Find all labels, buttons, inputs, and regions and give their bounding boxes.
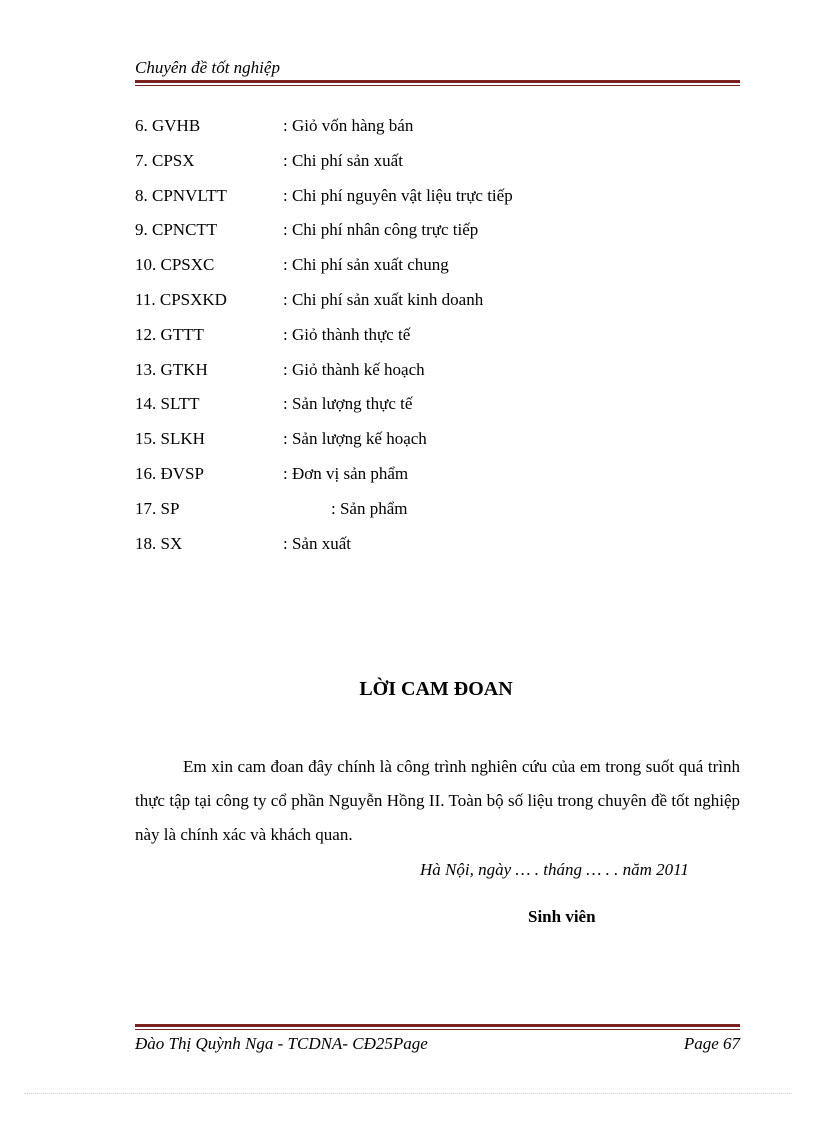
page-number: Page 67 — [683, 1034, 740, 1053]
footer-rule-thin — [135, 1029, 740, 1030]
list-item — [135, 323, 513, 358]
list-item — [135, 253, 513, 288]
abbreviation-description: : Sản lượng kế hoạch — [283, 429, 427, 449]
abbreviation-description: : Sản xuất — [283, 533, 351, 553]
place-date: Hà Nội, ngày … . tháng … . . năm 2011 — [420, 860, 689, 879]
list-item — [135, 358, 513, 393]
abbreviation-code: 14. SLTT — [135, 394, 200, 414]
abbreviation-code: 15. SLKH — [135, 429, 205, 449]
list-item — [135, 288, 513, 323]
abbreviation-code: 9. CPNCTT — [135, 220, 218, 240]
list-item — [135, 427, 513, 462]
abbreviation-code: 6. GVHB — [135, 116, 201, 135]
list-item — [135, 392, 513, 427]
list-item — [135, 462, 513, 497]
abbreviation-description: : Giỏ thành kế hoạch — [283, 359, 425, 379]
list-item — [135, 218, 513, 253]
declaration-body: Em xin cam đoan đây chính là công trình nghiên cứu của em trong suốt quá trình thực tập tại công ty cổ phần Nguyễn Hồng II. Toàn bộ số liệu trong chuyên đề tốt nghiệp này là chính xác và khách quan. — [135, 757, 740, 844]
list-item — [135, 184, 513, 219]
list-item — [135, 532, 513, 567]
abbreviation-code: 10. CPSXC — [135, 255, 215, 275]
abbreviation-description: : Sản lượng thực tế — [283, 394, 413, 414]
abbreviation-code: 12. GTTT — [135, 324, 204, 344]
list-item — [135, 497, 513, 532]
abbreviation-description: : Giỏ vốn hàng bán — [283, 116, 414, 135]
signer-label: Sinh viên — [528, 907, 596, 926]
abbreviation-code: 11. CPSXKD — [135, 289, 227, 309]
page-edge-divider — [24, 1093, 792, 1094]
abbreviation-code: 7. CPSX — [135, 150, 195, 170]
abbreviation-description: : Chi phí nguyên vật liệu trực tiếp — [283, 185, 513, 205]
abbreviation-code: 16. ĐVSP — [135, 463, 204, 483]
header-title: Chuyên đề tốt nghiệp — [135, 58, 280, 77]
abbreviation-description: : Chi phí nhân công trực tiếp — [283, 220, 479, 240]
abbreviation-description: : Đơn vị sản phẩm — [283, 463, 409, 483]
abbreviation-description: : Sản phẩm — [331, 498, 408, 518]
abbreviation-code: 17. SP — [135, 498, 180, 518]
abbreviation-code: 8. CPNVLTT — [135, 185, 227, 205]
abbreviation-code: 13. GTKH — [135, 359, 208, 379]
abbreviation-description: : Chi phí sản xuất kinh doanh — [283, 289, 484, 309]
header-rule — [135, 80, 740, 83]
footer-author: Đào Thị Quỳnh Nga - TCDNA- CĐ25Page — [135, 1034, 428, 1053]
list-item — [135, 149, 513, 184]
header-rule-thin — [135, 85, 740, 86]
abbreviation-description: : Chi phí sản xuất chung — [283, 255, 449, 275]
abbreviation-list — [135, 114, 513, 566]
list-item — [135, 114, 513, 149]
abbreviation-code: 18. SX — [135, 533, 183, 553]
footer-rule — [135, 1024, 740, 1027]
declaration-title: LỜI CAM ĐOAN — [359, 678, 513, 700]
abbreviation-description: : Chi phí sản xuất — [283, 150, 403, 170]
abbreviation-description: : Giỏ thành thực tế — [283, 324, 411, 344]
